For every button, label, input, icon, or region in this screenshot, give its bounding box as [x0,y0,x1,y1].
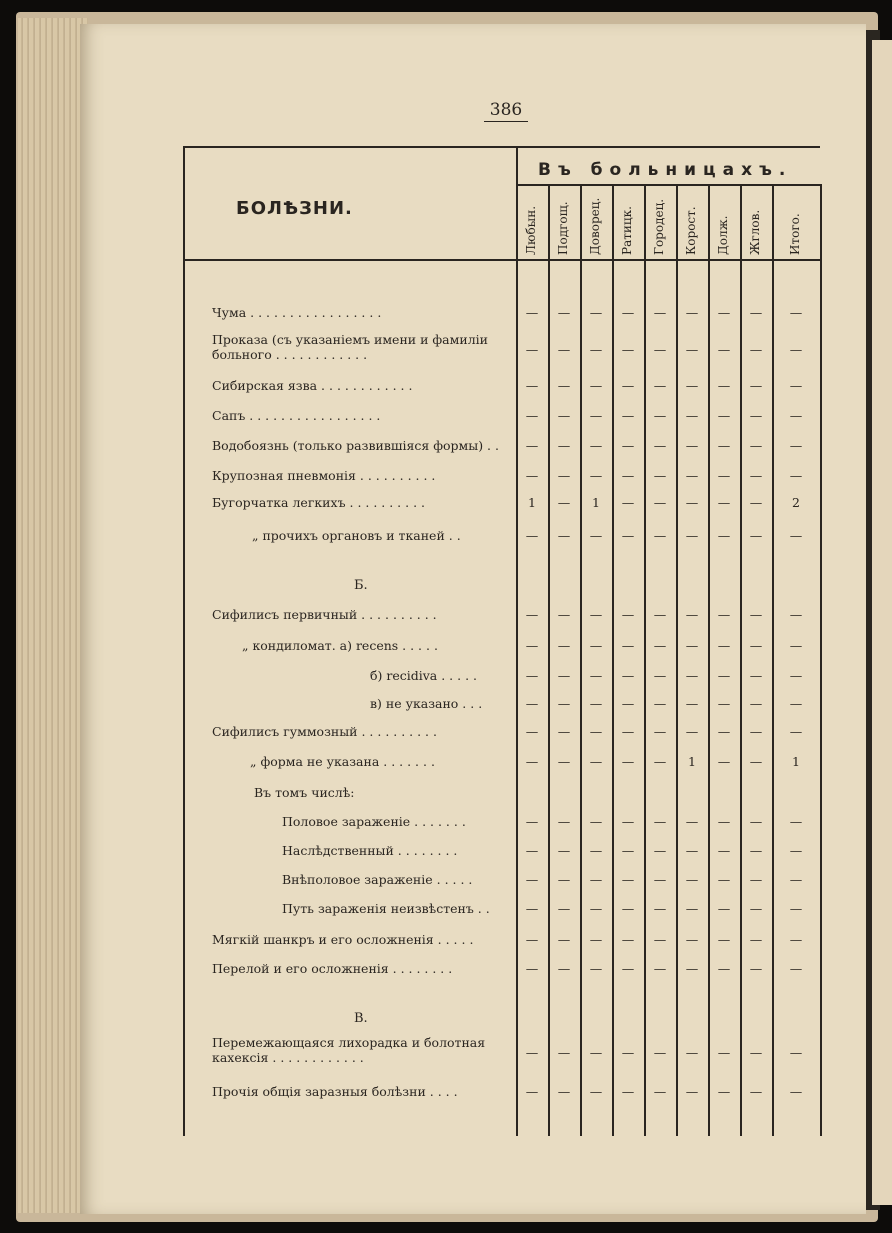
column-header: Подгощ. [556,201,570,255]
table-cell: — [589,1045,603,1060]
table-cell: — [749,843,763,858]
table-cell: — [717,528,731,543]
table-cell: — [653,724,667,739]
table-cell: — [621,724,635,739]
table-cell: — [557,378,571,393]
table-cell: — [685,1045,699,1060]
table-cell: — [589,528,603,543]
table-cell: — [557,668,571,683]
table-cell: — [717,696,731,711]
table-cell: — [717,901,731,916]
table-cell: — [685,342,699,357]
table-cell: — [589,305,603,320]
column-header: Любын. [524,205,538,255]
table-cell: — [749,438,763,453]
table-cell: — [653,1084,667,1099]
row-label: Сифилисъ гуммозный . . . . . . . . . . [212,724,437,739]
table-cell: — [749,607,763,622]
table-cell: — [685,724,699,739]
row-label: „ кондиломат. а) recens . . . . . [242,638,438,653]
table-cell: — [653,495,667,510]
table-left-border [183,146,185,1136]
table-cell: — [789,438,803,453]
table-cell: — [685,696,699,711]
table-cell: — [525,814,539,829]
table-cell: — [685,932,699,947]
table-cell: — [789,468,803,483]
column-divider [676,184,678,1136]
row-label: Бугорчатка легкихъ . . . . . . . . . . [212,495,425,510]
row-label: Сапъ . . . . . . . . . . . . . . . . . [212,408,381,423]
table-cell: — [621,607,635,622]
table-cell: — [685,408,699,423]
table-cell: — [685,638,699,653]
table-cell: — [621,495,635,510]
table-cell: — [653,901,667,916]
table-cell: — [621,438,635,453]
column-header: Доворец. [588,197,602,255]
table-cell: — [589,378,603,393]
table-cell: — [621,305,635,320]
column-divider [548,184,550,1136]
table-cell: — [749,305,763,320]
table-cell: — [789,638,803,653]
table-cell: — [685,901,699,916]
table-cell: — [685,438,699,453]
table-cell: — [789,843,803,858]
table-cell: — [789,932,803,947]
table-cell: — [717,438,731,453]
table-cell: — [557,872,571,887]
table-cell: — [589,843,603,858]
column-header: Ратицк. [620,206,634,255]
table-cell: — [557,901,571,916]
table-cell: 1 [528,495,536,510]
table-cell: — [525,961,539,976]
table-cell: — [653,696,667,711]
table-cell: — [525,1045,539,1060]
row-label: Мягкій шанкръ и его осложненія . . . . . [212,932,474,947]
group-header-divider [516,184,820,186]
table-cell: — [685,1084,699,1099]
table-cell: — [653,843,667,858]
table-cell: — [789,528,803,543]
table-cell: — [653,528,667,543]
table-cell: — [685,668,699,683]
table-cell: — [749,932,763,947]
column-divider [644,184,646,1136]
table-cell: — [621,901,635,916]
row-label: Водобоязнь (только развившіяся формы) . . [212,438,499,453]
table-cell: — [557,495,571,510]
table-cell: — [789,872,803,887]
table-cell: — [789,305,803,320]
table-cell: — [653,438,667,453]
table-cell: — [653,872,667,887]
table-cell: — [749,754,763,769]
table-cell: — [621,378,635,393]
table-cell: — [789,378,803,393]
table-cell: — [685,528,699,543]
facing-page-edge [872,40,892,1205]
table-cell: — [525,305,539,320]
table-cell: — [717,378,731,393]
table-cell: — [789,1084,803,1099]
table-cell: — [749,724,763,739]
table-cell: — [589,872,603,887]
table-cell: — [653,932,667,947]
table-cell: — [589,638,603,653]
table-cell: — [525,438,539,453]
page-number: 386 [484,100,528,122]
table-cell: — [621,1084,635,1099]
table-cell: — [653,408,667,423]
table-cell: — [589,932,603,947]
table-cell: — [749,1045,763,1060]
column-header: Городец. [652,198,666,255]
table-cell: — [589,668,603,683]
row-label: „ прочихъ органовъ и тканей . . [252,528,461,543]
table-cell: — [621,528,635,543]
table-cell: — [717,754,731,769]
table-cell: — [525,843,539,858]
table-cell: — [749,468,763,483]
table-cell: — [749,901,763,916]
table-cell: — [685,961,699,976]
table-cell: — [717,668,731,683]
table-cell: 1 [688,754,696,769]
page-stack-left [18,18,88,1213]
table-cell: — [589,342,603,357]
row-label: Сибирская язва . . . . . . . . . . . . [212,378,413,393]
table-cell: — [653,638,667,653]
table-cell: — [685,607,699,622]
section-v-heading: В. [354,1011,368,1026]
section-b-heading: Б. [354,578,368,593]
row-label: Сифилисъ первичный . . . . . . . . . . [212,607,437,622]
row-label: в) не указано . . . [370,696,483,711]
table-cell: — [621,696,635,711]
row-label: Половое зараженіе . . . . . . . [282,814,466,829]
table-cell: — [653,754,667,769]
table-cell: — [653,961,667,976]
table-cell: — [749,378,763,393]
table-cell: — [749,408,763,423]
table-cell: — [789,1045,803,1060]
table-cell: — [749,1084,763,1099]
row-label: Перемежающаяся лихорадка и болотная кахексія . . . . . . . . . . . . [212,1035,486,1065]
table-cell: — [653,668,667,683]
table-cell: — [557,305,571,320]
table-cell: — [789,668,803,683]
table-cell: 1 [792,754,800,769]
row-label: Крупозная пневмонія . . . . . . . . . . [212,468,436,483]
table-cell: — [525,696,539,711]
table-cell: — [653,607,667,622]
table-cell: — [717,495,731,510]
table-cell: — [589,438,603,453]
table-cell: — [525,378,539,393]
row-label: Внѣполовое зараженіе . . . . . [282,872,473,887]
row-label: „ форма не указана . . . . . . . [250,754,435,769]
table-cell: — [557,528,571,543]
table-cell: — [557,638,571,653]
table-cell: — [653,468,667,483]
table-cell: — [589,724,603,739]
table-cell: — [525,872,539,887]
table-cell: — [685,305,699,320]
table-cell: — [557,468,571,483]
table-cell: 2 [792,495,800,510]
table-cell: — [557,1045,571,1060]
table-cell: — [589,1084,603,1099]
table-cell: — [589,607,603,622]
table-cell: — [589,468,603,483]
table-cell: — [557,1084,571,1099]
table-cell: — [685,814,699,829]
table-cell: 1 [592,495,600,510]
table-cell: — [557,932,571,947]
table-cell: — [589,408,603,423]
table-cell: — [749,528,763,543]
table-cell: — [717,638,731,653]
table-cell: — [749,872,763,887]
table-cell: — [717,607,731,622]
table-cell: — [557,843,571,858]
table-cell: — [749,495,763,510]
table-title: БОЛѢЗНИ. [236,198,353,219]
table-cell: — [525,724,539,739]
table-cell: — [749,696,763,711]
table-cell: — [653,378,667,393]
table-cell: — [557,438,571,453]
table-cell: — [621,814,635,829]
row-label: Наслѣдственный . . . . . . . . [282,843,458,858]
table-cell: — [621,668,635,683]
table-cell: — [749,961,763,976]
table-cell: — [717,305,731,320]
table-cell: — [749,668,763,683]
header-bottom-border [183,259,820,261]
table-cell: — [717,932,731,947]
column-divider [772,184,774,1136]
table-cell: — [685,872,699,887]
table-cell: — [621,1045,635,1060]
row-label: Прочія общія заразныя болѣзни . . . . [212,1084,458,1099]
table-cell: — [685,468,699,483]
table-cell: — [621,872,635,887]
table-cell: — [749,342,763,357]
row-label: Путь зараженія неизвѣстенъ . . [282,901,490,916]
table-cell: — [525,408,539,423]
table-cell: — [717,1084,731,1099]
table-cell: — [525,638,539,653]
table-cell: — [557,342,571,357]
table-cell: — [653,814,667,829]
table-cell: — [589,754,603,769]
table-cell: — [717,961,731,976]
table-cell: — [621,342,635,357]
column-divider [580,184,582,1136]
table-cell: — [717,814,731,829]
table-cell: — [749,814,763,829]
table-cell: — [621,961,635,976]
row-label: б) recidiva . . . . . [370,668,477,683]
table-cell: — [525,342,539,357]
column-divider [612,184,614,1136]
table-cell: — [621,468,635,483]
table-cell: — [621,638,635,653]
table-cell: — [717,724,731,739]
table-cell: — [525,901,539,916]
table-cell: — [557,696,571,711]
table-cell: — [789,408,803,423]
column-header: Жглов. [748,209,762,255]
table-cell: — [525,468,539,483]
column-divider [708,184,710,1136]
table-cell: — [789,901,803,916]
table-cell: — [789,607,803,622]
table-cell: — [525,668,539,683]
table-cell: — [621,932,635,947]
table-cell: — [589,814,603,829]
table-cell: — [557,724,571,739]
table-cell: — [557,961,571,976]
table-cell: — [653,342,667,357]
table-cell: — [557,754,571,769]
table-cell: — [789,696,803,711]
table-cell: — [717,408,731,423]
table-cell: — [525,528,539,543]
table-cell: — [653,1045,667,1060]
table-cell: — [525,607,539,622]
table-cell: — [621,843,635,858]
table-cell: — [685,378,699,393]
table-cell: — [525,932,539,947]
column-header: Итого. [788,213,802,255]
table-cell: — [685,495,699,510]
table-cell: — [789,342,803,357]
column-divider [820,184,822,1136]
table-cell: — [621,408,635,423]
group-header: Въ больницахъ. [538,160,793,180]
table-cell: — [589,901,603,916]
row-label: Чума . . . . . . . . . . . . . . . . . [212,305,382,320]
table-cell: — [557,607,571,622]
table-cell: — [557,814,571,829]
table-cell: — [717,872,731,887]
table-cell: — [589,696,603,711]
table-cell: — [589,961,603,976]
row-label: Перелой и его осложненія . . . . . . . . [212,961,453,976]
table-cell: — [789,961,803,976]
table-cell: — [685,843,699,858]
column-header: Корост. [684,206,698,255]
table-top-border [183,146,820,148]
subgroup-label: Въ томъ числѣ: [254,785,355,800]
table-cell: — [749,638,763,653]
table-cell: — [717,843,731,858]
table-cell: — [653,305,667,320]
column-header: Долж. [716,215,730,255]
row-label: Проказа (съ указаніемъ имени и фамиліи больного . . . . . . . . . . . . [212,332,488,362]
table-cell: — [717,342,731,357]
table-cell: — [525,1084,539,1099]
table-cell: — [789,724,803,739]
column-divider [740,184,742,1136]
table-cell: — [717,468,731,483]
table-cell: — [557,408,571,423]
table-cell: — [525,754,539,769]
table-cell: — [621,754,635,769]
table-cell: — [717,1045,731,1060]
table-cell: — [789,814,803,829]
